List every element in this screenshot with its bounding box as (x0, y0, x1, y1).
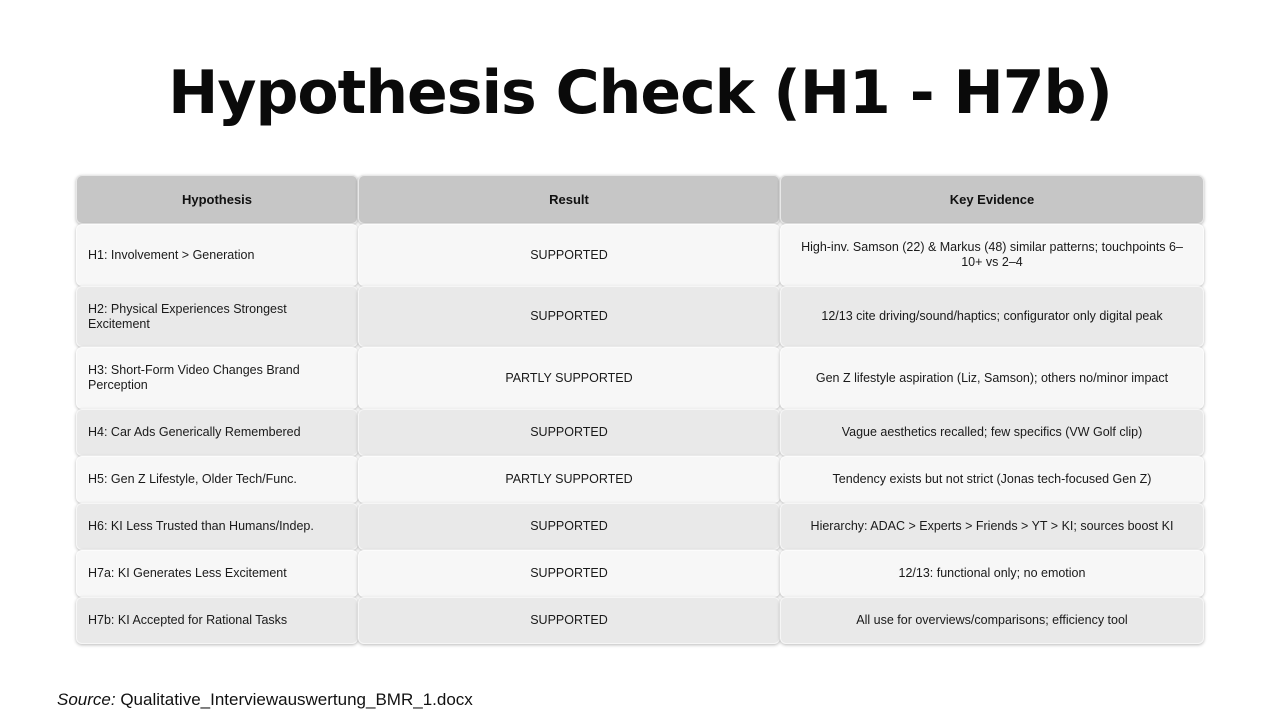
header-result: Result (358, 175, 780, 224)
source-label: Source: (57, 690, 116, 709)
page-title: Hypothesis Check (H1 - H7b) (168, 58, 1112, 128)
header-key-evidence: Key Evidence (780, 175, 1204, 224)
source-note (57, 690, 473, 710)
result-cell: SUPPORTED (358, 503, 780, 550)
result-cell: SUPPORTED (358, 224, 780, 286)
evidence-cell: Hierarchy: ADAC > Experts > Friends > YT > KI; sources boost KI (780, 503, 1204, 550)
evidence-cell: 12/13 cite driving/sound/haptics; configurator only digital peak (780, 286, 1204, 347)
result-cell: SUPPORTED (358, 409, 780, 456)
evidence-cell: 12/13: functional only; no emotion (780, 550, 1204, 597)
evidence-cell: Tendency exists but not strict (Jonas tech-focused Gen Z) (780, 456, 1204, 503)
evidence-cell: Gen Z lifestyle aspiration (Liz, Samson); others no/minor impact (780, 347, 1204, 409)
result-cell: SUPPORTED (358, 550, 780, 597)
result-cell: SUPPORTED (358, 597, 780, 644)
evidence-cell: Vague aesthetics recalled; few specifics (VW Golf clip) (780, 409, 1204, 456)
evidence-cell: High-inv. Samson (22) & Markus (48) similar patterns; touchpoints 6–10+ vs 2–4 (780, 224, 1204, 286)
hypothesis-cell: H2: Physical Experiences Strongest Excitement (76, 286, 358, 347)
evidence-cell: All use for overviews/comparisons; efficiency tool (780, 597, 1204, 644)
hypothesis-cell: H7a: KI Generates Less Excitement (76, 550, 358, 597)
hypothesis-table (76, 175, 1204, 644)
hypothesis-cell: H3: Short-Form Video Changes Brand Perception (76, 347, 358, 409)
source-filename: Qualitative_Interviewauswertung_BMR_1.docx (120, 690, 473, 709)
hypothesis-cell: H7b: KI Accepted for Rational Tasks (76, 597, 358, 644)
hypothesis-cell: H6: KI Less Trusted than Humans/Indep. (76, 503, 358, 550)
hypothesis-cell: H4: Car Ads Generically Remembered (76, 409, 358, 456)
result-cell: PARTLY SUPPORTED (358, 456, 780, 503)
result-cell: SUPPORTED (358, 286, 780, 347)
hypothesis-cell: H5: Gen Z Lifestyle, Older Tech/Func. (76, 456, 358, 503)
result-cell: PARTLY SUPPORTED (358, 347, 780, 409)
hypothesis-cell: H1: Involvement > Generation (76, 224, 358, 286)
header-hypothesis: Hypothesis (76, 175, 358, 224)
